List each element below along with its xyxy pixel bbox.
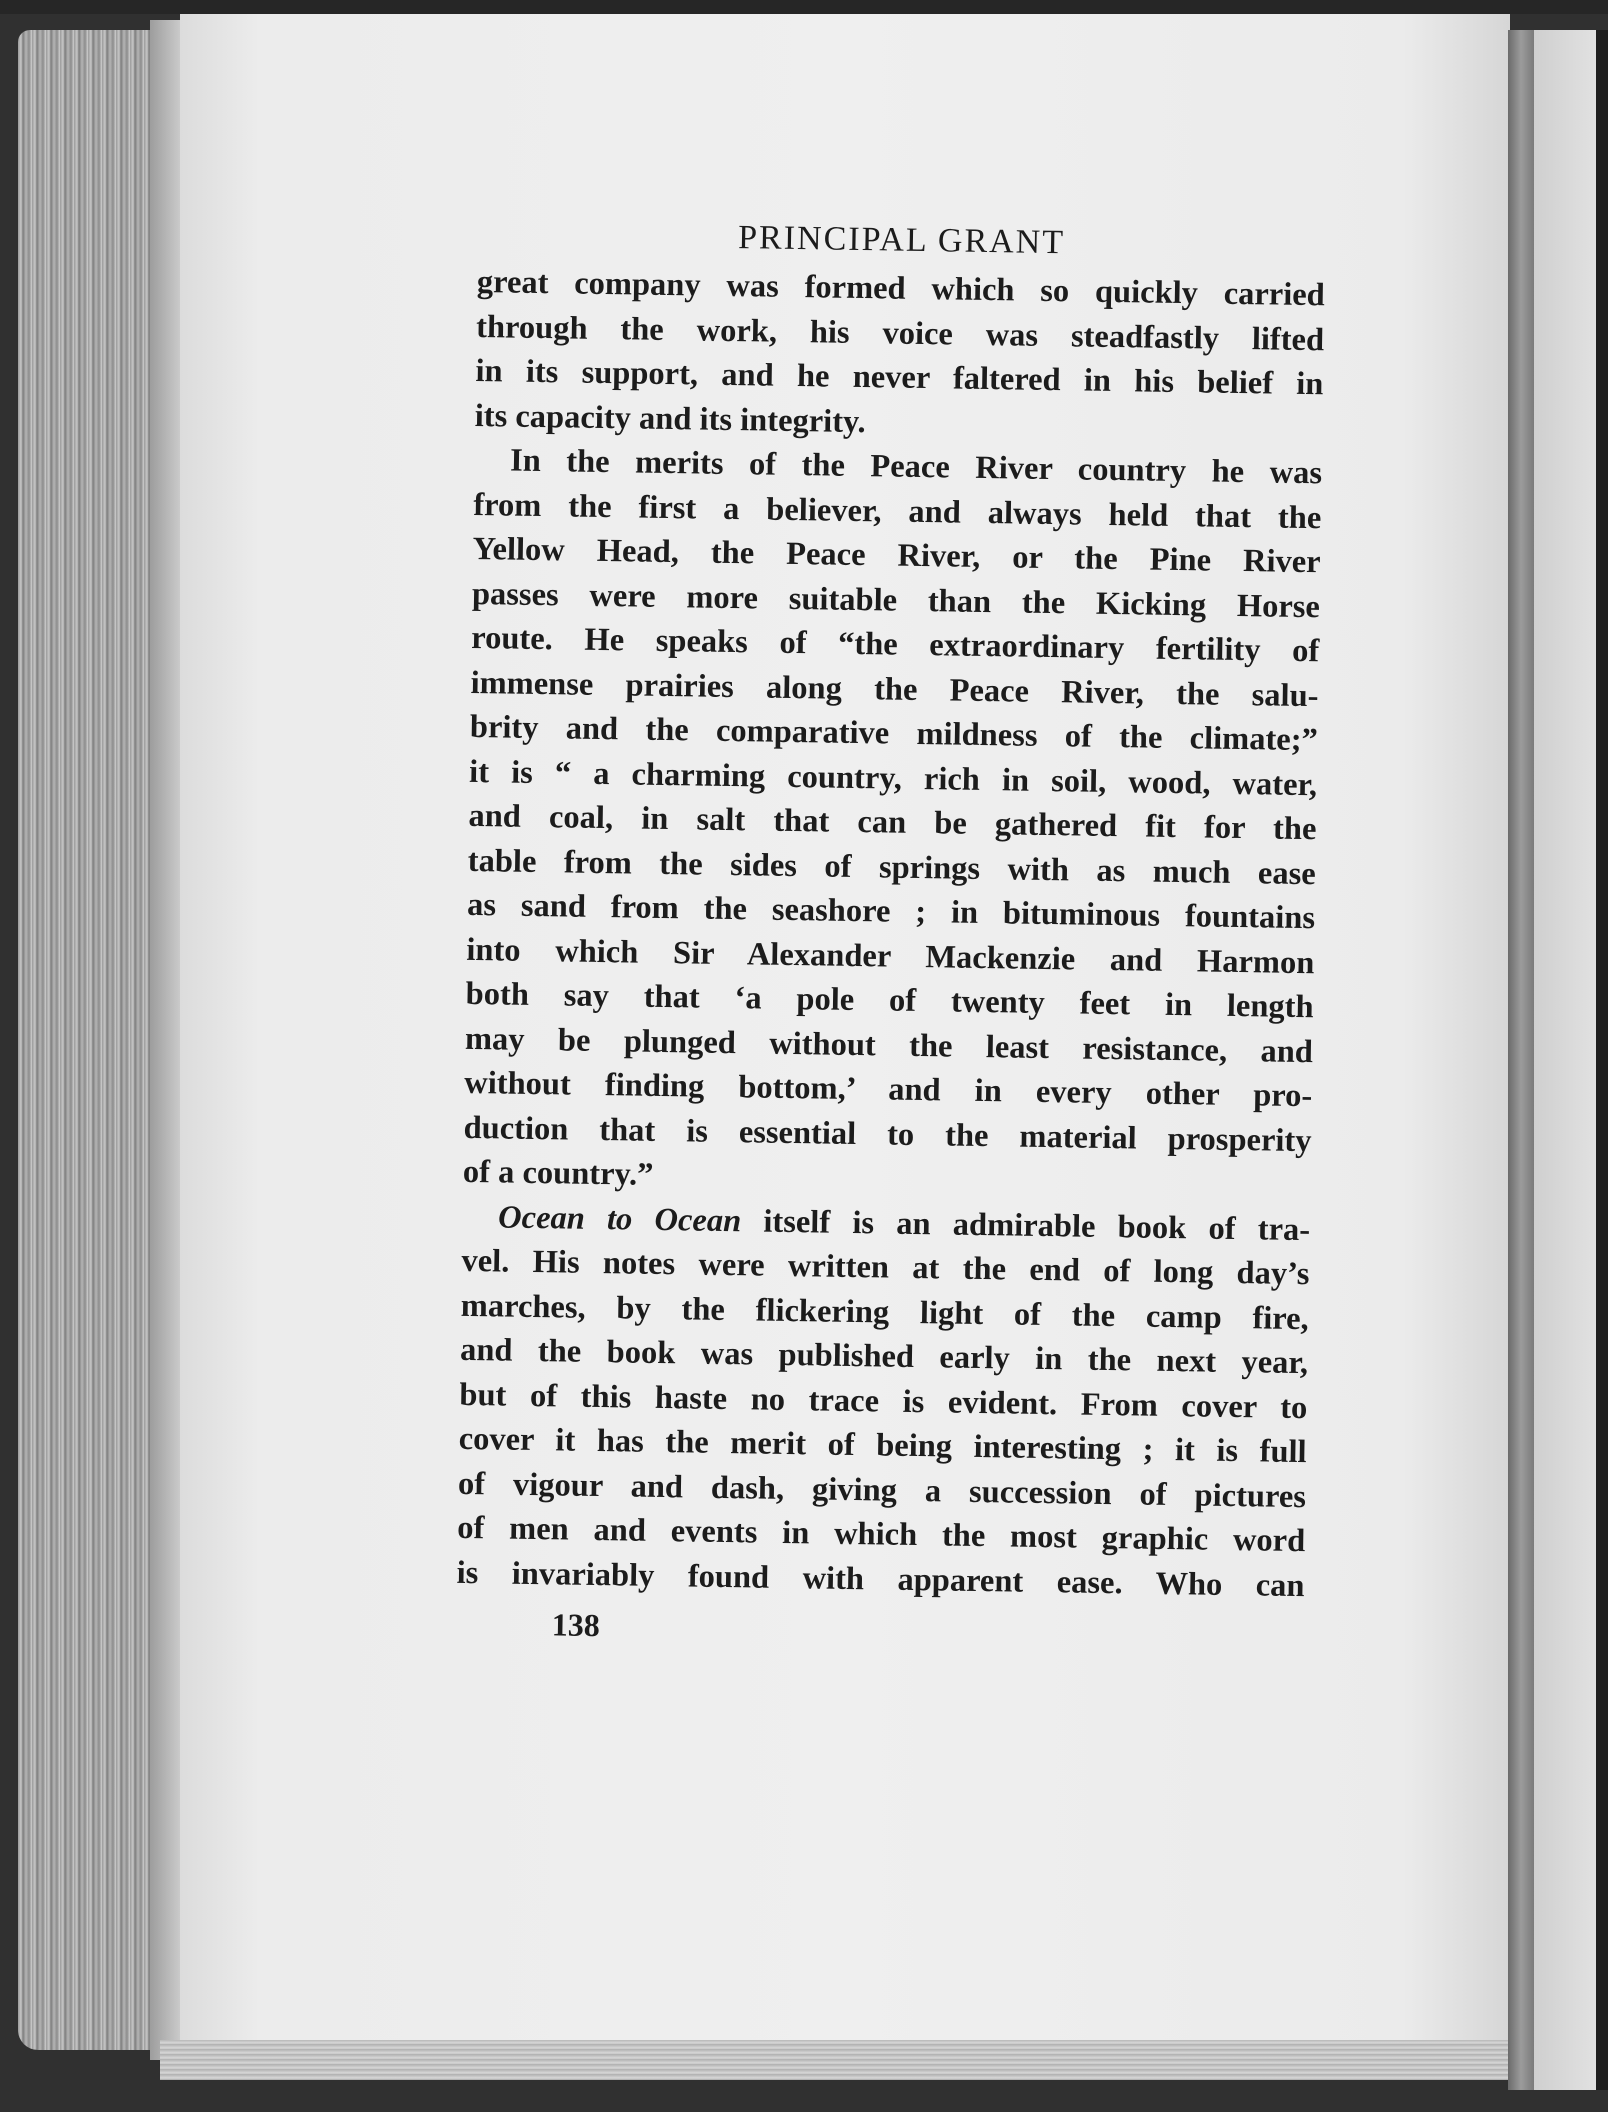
scan-background-top bbox=[0, 0, 1608, 14]
text-line: its capacity and its integrity. bbox=[474, 397, 866, 440]
text-fragment: itself is an admirable book of tra- bbox=[740, 1202, 1311, 1248]
text-line: passes were more suitable than the Kicking Horse bbox=[471, 575, 1321, 625]
text-line: cover it has the merit of being interesting ; it is full bbox=[458, 1420, 1307, 1471]
text-line: Yellow Head, the Peace River, or the Pine River bbox=[472, 530, 1321, 581]
text-line: it is “ a charming country, rich in soil, wood, water, bbox=[468, 753, 1318, 803]
text-line: of vigour and dash, giving a succession of pictures bbox=[457, 1465, 1307, 1515]
text-line: without finding bottom,’ and in every other pro- bbox=[464, 1064, 1313, 1115]
text-line: In the merits of the Peace River country he was bbox=[509, 442, 1323, 492]
paragraph-1 bbox=[474, 260, 1325, 451]
text-line: table from the sides of springs with as much ease bbox=[467, 842, 1316, 892]
book-title-italic: Ocean to Ocean bbox=[497, 1198, 742, 1239]
page-number: 138 bbox=[551, 1606, 601, 1644]
text-line: but of this haste no trace is evident. From cover to bbox=[459, 1376, 1308, 1426]
text-line: may be plunged without the least resistance, and bbox=[464, 1020, 1314, 1070]
text-line: and coal, in salt that can be gathered fit for the bbox=[468, 797, 1317, 848]
text-line: of men and events in which the most graphic word bbox=[457, 1509, 1306, 1560]
paragraph-3 bbox=[456, 1194, 1310, 1608]
facing-page-edge bbox=[1596, 30, 1608, 2090]
paragraph-2 bbox=[463, 438, 1323, 1208]
text-line: into which Sir Alexander Mackenzie and Harmon bbox=[466, 931, 1315, 981]
page-bottom-edges bbox=[160, 2040, 1530, 2080]
text-line: in its support, and he never faltered in his belief in bbox=[475, 352, 1324, 403]
book-gutter bbox=[1508, 30, 1534, 2090]
text-line: brity and the comparative mildness of the climate;” bbox=[469, 708, 1319, 759]
page-text bbox=[455, 212, 1325, 1658]
text-line: route. He speaks of “the extraordinary fertility of bbox=[471, 619, 1320, 670]
text-line: is invariably found with apparent ease. Who can bbox=[456, 1554, 1305, 1604]
text-line: of a country.” bbox=[462, 1153, 654, 1193]
text-line: vel. His notes were written at the end of long day’s bbox=[461, 1242, 1310, 1293]
text-line: great company was formed which so quickly carried bbox=[476, 263, 1326, 314]
text-line: marches, by the flickering light of the camp fire, bbox=[460, 1287, 1310, 1337]
text-line: from the first a believer, and always held that the bbox=[473, 486, 1322, 536]
text-line: through the work, his voice was steadfastly lifted bbox=[475, 308, 1325, 358]
running-head: PRINCIPAL GRANT bbox=[737, 219, 1066, 262]
text-line: immense prairies along the Peace River, the salu- bbox=[470, 664, 1319, 714]
text-line: both say that ‘a pole of twenty feet in length bbox=[465, 975, 1314, 1026]
text-line: duction that is essential to the material prosperity bbox=[463, 1109, 1312, 1159]
text-line: and the book was published early in the next year, bbox=[459, 1331, 1309, 1382]
text-line: as sand from the seashore ; in bituminous fountains bbox=[466, 886, 1316, 937]
